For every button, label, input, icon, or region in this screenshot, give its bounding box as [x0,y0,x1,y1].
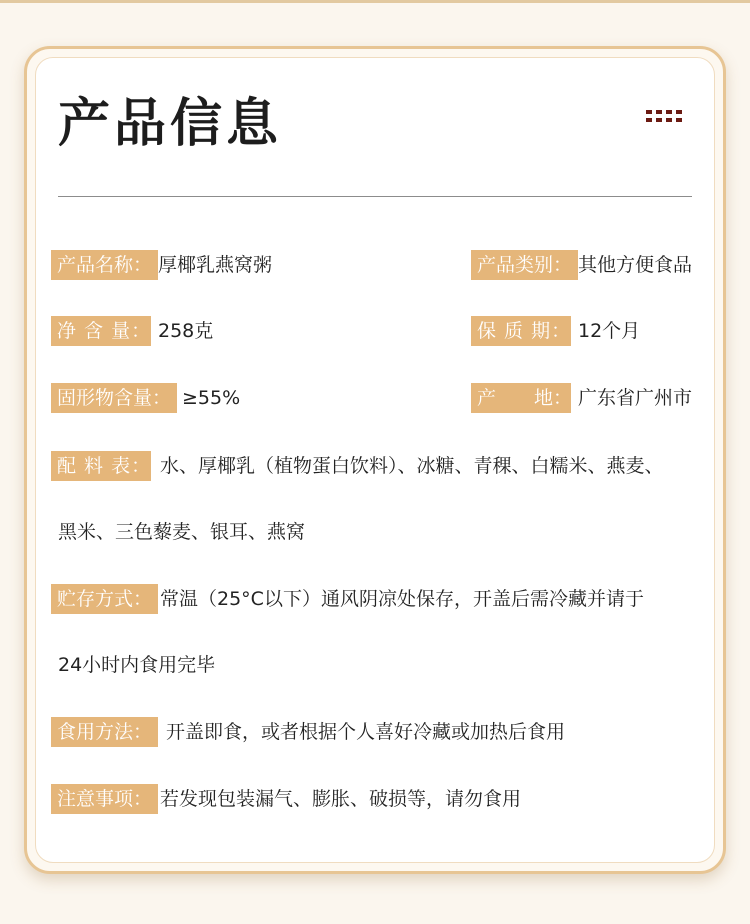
ingredients-label: 配 料 表： [51,451,151,481]
usage-label: 食用方法： [51,717,158,747]
usage-value: 开盖即食，或者根据个人喜好冷藏或加热后食用 [166,721,566,743]
storage-value-line1: 常温（25°C以下）通风阴凉处保存，开盖后需冷藏并请于 [160,588,644,610]
ingredients-value-line1: 水、厚椰乳（植物蛋白饮料）、冰糖、青稞、白糯米、燕麦、 [160,455,664,477]
product-category-label: 产品类别： [471,250,578,280]
origin-value: 广东省广州市 [578,387,693,409]
storage-value-line2: 24小时内食用完毕 [58,654,216,676]
shelf-life-label: 保 质 期： [471,316,571,346]
product-name-value: 厚椰乳燕窝粥 [158,254,273,276]
top-border-line [0,0,750,3]
solids-content-value: ≥55% [182,387,241,409]
decorative-dots-icon [646,110,682,122]
solids-content-label: 固形物含量： [51,383,177,413]
net-content-value: 258克 [158,320,214,342]
page-title: 产品信息 [58,94,283,154]
origin-label: 产 地： [471,383,571,413]
ingredients-value-line2: 黑米、三色藜麦、银耳、燕窝 [58,521,306,543]
product-category-value: 其他方便食品 [578,254,693,276]
shelf-life-value: 12个月 [578,320,641,342]
notes-label: 注意事项： [51,784,158,814]
net-content-label: 净 含 量： [51,316,151,346]
title-divider [58,196,692,197]
storage-label: 贮存方式： [51,584,158,614]
product-name-label: 产品名称： [51,250,158,280]
notes-value: 若发现包装漏气、膨胀、破损等，请勿食用 [160,788,522,810]
